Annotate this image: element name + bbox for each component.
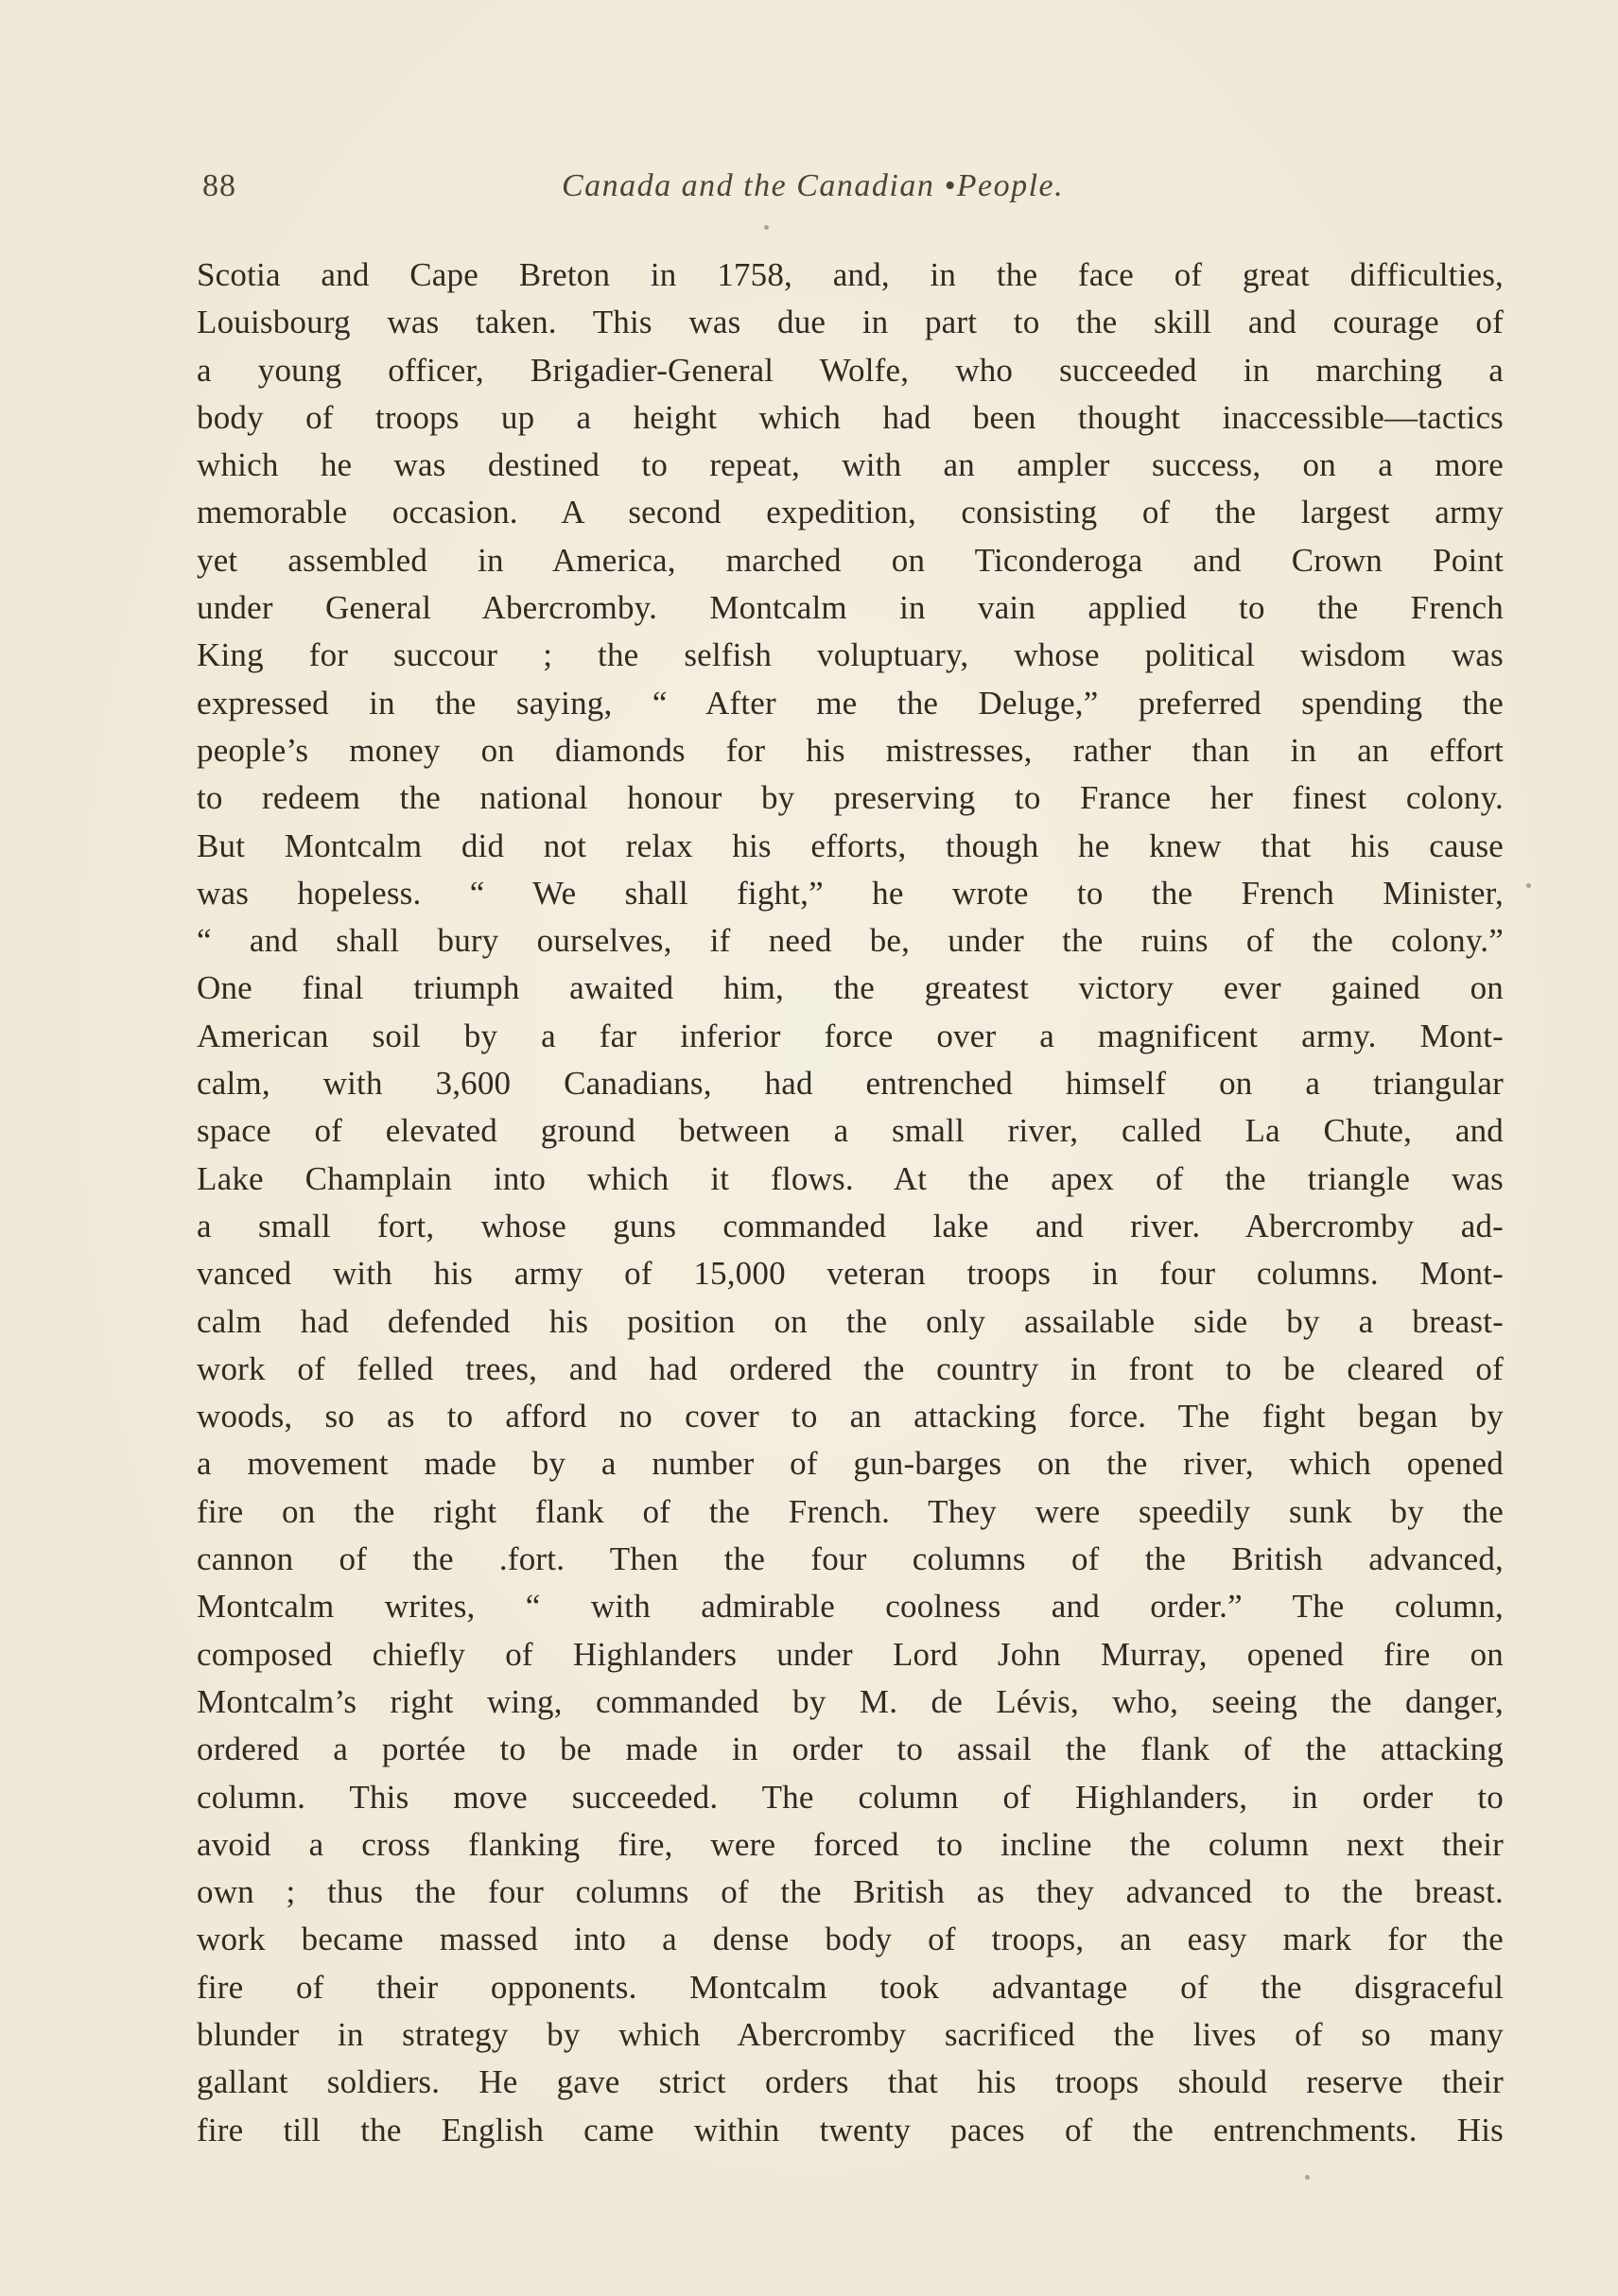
text-line: fire on the right flank of the French. They were speedily sunk by the	[197, 1492, 1504, 1530]
text-line: “ and shall bury ourselves, if need be, under the ruins of the colony.”	[197, 922, 1504, 960]
body-text	[197, 252, 1504, 2154]
paper-speck	[1526, 883, 1531, 888]
text-line: column. This move succeeded. The column of Highlanders, in order to	[197, 1778, 1504, 1816]
text-line: fire till the English came within twenty paces of the entrenchments. His	[197, 2111, 1504, 2148]
text-line: gallant soldiers. He gave strict orders that his troops should reserve their	[197, 2063, 1504, 2101]
text-line: blunder in strategy by which Abercromby sacrificed the lives of so many	[197, 2015, 1504, 2053]
text-line: a movement made by a number of gun-barges on the river, which opened	[197, 1445, 1504, 1483]
text-line: yet assembled in America, marched on Ticonderoga and Crown Point	[197, 541, 1504, 579]
text-line: woods, so as to afford no cover to an attacking force. The fight began by	[197, 1398, 1504, 1435]
page-number: 88	[202, 168, 236, 203]
text-line: to redeem the national honour by preserving to France her finest colony.	[197, 779, 1504, 817]
paper-speck	[1305, 2175, 1310, 2180]
text-line: One final triumph awaited him, the greatest victory ever gained on	[197, 969, 1504, 1007]
text-line: cannon of the .fort. Then the four columns of the British advanced,	[197, 1540, 1504, 1578]
text-line: American soil by a far inferior force over a magnificent army. Mont-	[197, 1017, 1504, 1054]
text-line: space of elevated ground between a small river, called La Chute, and	[197, 1112, 1504, 1150]
text-line: ordered a portée to be made in order to assail the flank of the attacking	[197, 1731, 1504, 1768]
text-line: a small fort, whose guns commanded lake and river. Abercromby ad-	[197, 1207, 1504, 1244]
text-line: a young officer, Brigadier-General Wolfe, who succeeded in marching a	[197, 351, 1504, 389]
text-line: But Montcalm did not relax his efforts, though he knew that his cause	[197, 826, 1504, 864]
text-line: avoid a cross flanking fire, were forced to incline the column next their	[197, 1825, 1504, 1863]
running-title: Canada and the Canadian •People.	[562, 168, 1065, 203]
text-line: own ; thus the four columns of the British as they advanced to the breast.	[197, 1873, 1504, 1911]
text-line: people’s money on diamonds for his mistresses, rather than in an effort	[197, 731, 1504, 769]
text-line: work became massed into a dense body of troops, an easy mark for the	[197, 1921, 1504, 1958]
text-line: memorable occasion. A second expedition, consisting of the largest army	[197, 494, 1504, 531]
text-line: which he was destined to repeat, with an ampler success, on a more	[197, 446, 1504, 484]
text-line: Louisbourg was taken. This was due in part to the skill and courage of	[197, 304, 1504, 341]
text-line: King for succour ; the selfish voluptuary, whose political wisdom was	[197, 636, 1504, 674]
text-line: fire of their opponents. Montcalm took advantage of the disgraceful	[197, 1968, 1504, 2006]
text-line: calm had defended his position on the only assailable side by a breast-	[197, 1302, 1504, 1340]
text-line: composed chiefly of Highlanders under Lord John Murray, opened fire on	[197, 1635, 1504, 1673]
text-line: Montcalm writes, “ with admirable coolness and order.” The column,	[197, 1588, 1504, 1626]
text-line: was hopeless. “ We shall fight,” he wrote to the French Minister,	[197, 874, 1504, 912]
text-line: work of felled trees, and had ordered the country in front to be cleared of	[197, 1349, 1504, 1387]
paper-speck	[764, 225, 769, 230]
text-line: calm, with 3,600 Canadians, had entrenched himself on a triangular	[197, 1065, 1504, 1103]
text-line: expressed in the saying, “ After me the Deluge,” preferred spending the	[197, 684, 1504, 722]
text-line: under General Abercromby. Montcalm in vain applied to the French	[197, 589, 1504, 627]
text-line: Montcalm’s right wing, commanded by M. de Lévis, who, seeing the danger,	[197, 1682, 1504, 1720]
text-line: Lake Champlain into which it flows. At the apex of the triangle was	[197, 1159, 1504, 1197]
page-header	[202, 168, 1498, 216]
text-line: Scotia and Cape Breton in 1758, and, in the face of great difficulties,	[197, 256, 1504, 293]
text-line: vanced with his army of 15,000 veteran troops in four columns. Mont-	[197, 1255, 1504, 1293]
text-line: body of troops up a height which had been thought inaccessible—tactics	[197, 398, 1504, 436]
